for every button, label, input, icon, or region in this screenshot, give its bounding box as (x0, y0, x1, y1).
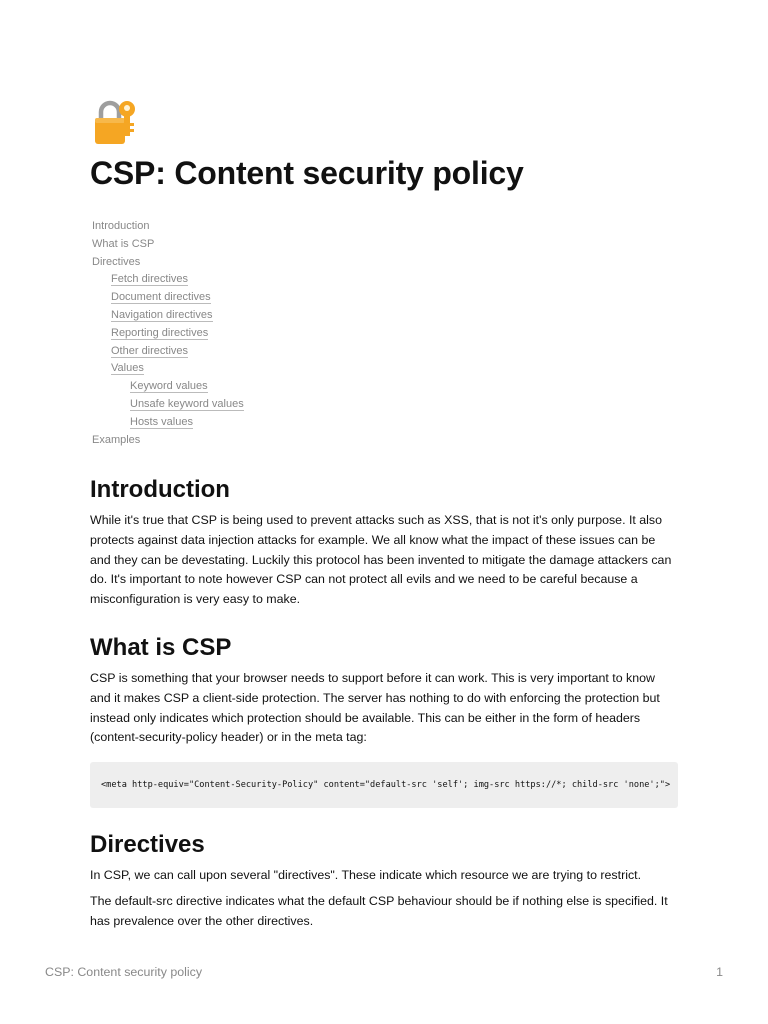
table-of-contents (90, 218, 678, 449)
toc-link-unsafe-keyword-values[interactable]: Unsafe keyword values (130, 397, 244, 410)
paragraph: While it's true that CSP is being used to prevent attacks such as XSS, that is not it's only purpose. It also protects against data injection attacks for example. We all know what the impact of these issues can be and they can be devestating. Luckily this protocol has been invented to mitigate the damage attackers can do. It's important to note however CSP can not protect all evils and we need to be careful because a misconfiguration is very easy to make. (90, 513, 672, 606)
code-block: <meta http-equiv="Content-Security-Policy" content="default-src 'self'; img-src https://*; child-src 'none';"> (90, 762, 678, 808)
footer-title: CSP: Content security policy (45, 965, 203, 979)
toc-link-other-directives[interactable]: Other directives (111, 344, 189, 357)
toc-link-examples[interactable]: Examples (92, 433, 141, 446)
toc-link-keyword-values[interactable]: Keyword values (130, 380, 208, 393)
toc-link-hosts-values[interactable]: Hosts values (130, 415, 193, 428)
toc-link-introduction[interactable]: Introduction (92, 220, 150, 232)
section-heading: Introduction (90, 476, 230, 504)
toc-link-what-is-csp[interactable]: What is CSP (92, 237, 155, 250)
toc-link-directives[interactable]: Directives (92, 255, 141, 268)
page-title: CSP: Content security policy (90, 155, 524, 191)
section-what-is-csp (90, 633, 678, 807)
section-directives (90, 830, 678, 932)
toc-link-values[interactable]: Values (111, 362, 144, 375)
section-introduction (90, 475, 678, 609)
toc-link-reporting-directives[interactable]: Reporting directives (111, 326, 209, 339)
lock-with-key-icon (92, 98, 138, 146)
section-heading: What is CSP (90, 634, 232, 662)
section-heading: Directives (90, 830, 205, 858)
paragraph: The default-src directive indicates what the default CSP behaviour should be if nothing else is specified. It has prevalence over the other directives. (90, 894, 668, 928)
page-number: 1 (716, 965, 723, 979)
paragraph: CSP is something that your browser needs to support before it can work. This is very important to know and it makes CSP a client-side protection. The server has nothing to do with enforcing the protection but instead only indicates which protection should be available. This can be either in the form of headers (content-security-policy header) or in the meta tag: (90, 671, 660, 745)
toc-link-document-directives[interactable]: Document directives (111, 291, 211, 304)
toc-link-navigation-directives[interactable]: Navigation directives (111, 308, 213, 321)
paragraph: In CSP, we can call upon several "directives". These indicate which resource we are trying to restrict. (90, 867, 642, 882)
document-body (90, 98, 678, 931)
toc-link-fetch-directives[interactable]: Fetch directives (111, 273, 189, 286)
page-footer (45, 965, 723, 979)
